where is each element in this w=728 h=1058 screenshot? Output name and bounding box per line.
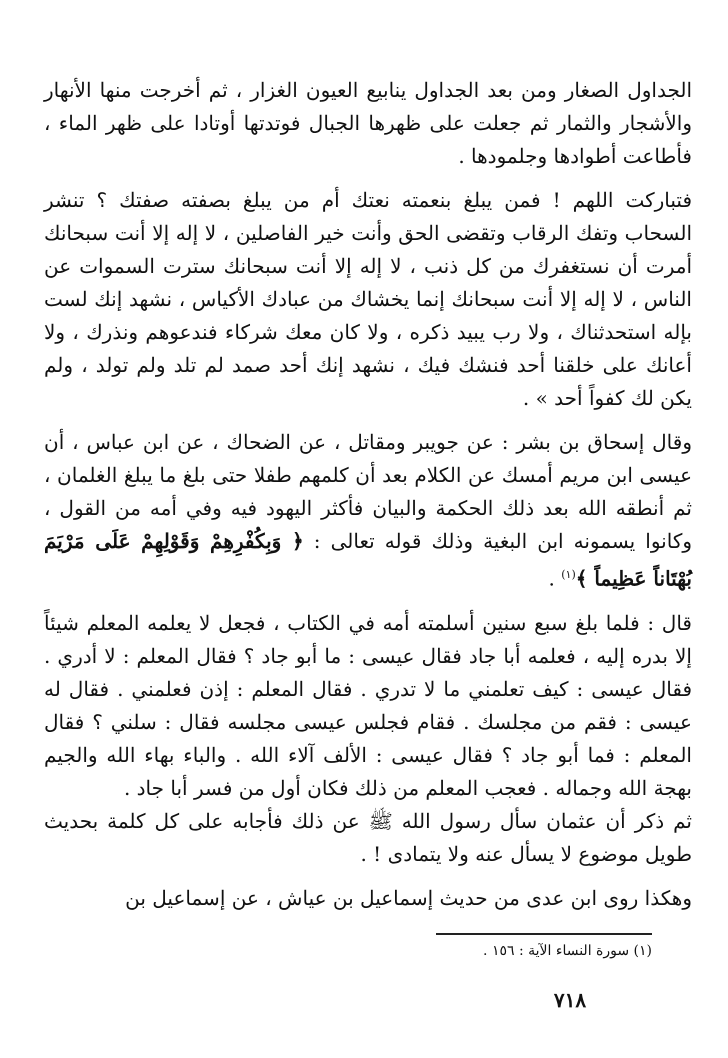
footnote: (١) سورة النساء الآية : ١٥٦ . <box>483 943 652 959</box>
paragraph-4: قال : فلما بلغ سبع سنين أسلمته أمه في الكتاب ، فجعل لا يعلمه المعلم شيئاً إلا بدره إليه ، فعلمه أبا جاد فقال عيسى : ما أبو جاد ؟ فقال المعلم : لا أدري . فقال عيسى : كيف تعلمني ما لا تدري . فقال المعلم : إذن فعلمني . فقال له عيسى : فقم من مجلسك . فقام فجلس عيسى مجلسه فقال : سلني ؟ فقال المعلم : فما أبو جاد ؟ فقال عيسى : الألف آلاء الله . والباء بهاء الله والجيم بهجة الله وجماله . فعجب المعلم من ذلك فكان أول من فسر أبا جاد . <box>44 610 692 800</box>
footnote-marker: (١) <box>561 568 576 581</box>
main-text <box>44 74 692 915</box>
paragraph-5: ثم ذكر أن عثمان سأل رسول الله ﷺ عن ذلك فأجابه على كل كلمة بحديث طويل موضوع لا يسأل عنه ولا يتمادى ! . <box>44 808 692 866</box>
quran-verse: ﴿ وَبِكُفْرِهِمْ وَقَوْلِهِمْ عَلَى مَرْيَمَ بُهْتَاناً عَظِيماً ﴾ <box>44 529 692 591</box>
paragraph-6: وهكذا روى ابن عدى من حديث إسماعيل بن عياش ، عن إسماعيل بن <box>125 885 692 910</box>
paragraph-3-text: وقال إسحاق بن بشر : عن جويبر ومقاتل ، عن الضحاك ، عن ابن عباس ، أن عيسى ابن مريم أمسك عن الكلام بعد أن كلمهم طفلا حتى بلغ ما يبلغ الغلمان ، ثم أنطقه الله بعد ذلك الحكمة والبيان فأكثر اليهود فيه وفي أمه من القول ، وكانوا يسمونه ابن البغية وذلك قوله تعالى : <box>44 430 693 553</box>
paragraph-3 <box>44 426 692 596</box>
footnote-divider <box>436 933 652 935</box>
paragraph-2: فتباركت اللهم ! فمن يبلغ بنعمته نعتك أم من يبلغ بصفته صفتك ؟ تنشر السحاب وتفك الرقاب وتقضى الحق وأنت خير الفاصلين ، لا إله إلا أنت سبحانك أمرت أن نستغفرك من كل ذنب ، لا إله إلا أنت سبحانك سترت السموات عن الناس ، لا إله إلا أنت سبحانك إنما يخشاك من عبادك الأكياس ، نشهد إنك لست بإله استحدثناك ، ولا رب يبيد ذكره ، ولا كان معك شركاء فندعوهم ونذرك ، ولا أعانك على خلقنا أحد فنشك فيك ، نشهد إنك أحد صمد لم تلد ولم تولد ، ولم يكن لك كفواً أحد » . <box>44 188 693 410</box>
page-number: ٧١٨ <box>553 988 587 1012</box>
verse-end: . <box>548 566 562 591</box>
paragraph-1: الجداول الصغار ومن بعد الجداول ينابيع العيون الغزار ، ثم أخرجت منها الأنهار والأشجار والثمار ثم جعلت على ظهرها الجبال فوتدتها أوتادا على ظهر الماء ، فأطاعت أطوادها وجلمودها . <box>44 78 692 168</box>
